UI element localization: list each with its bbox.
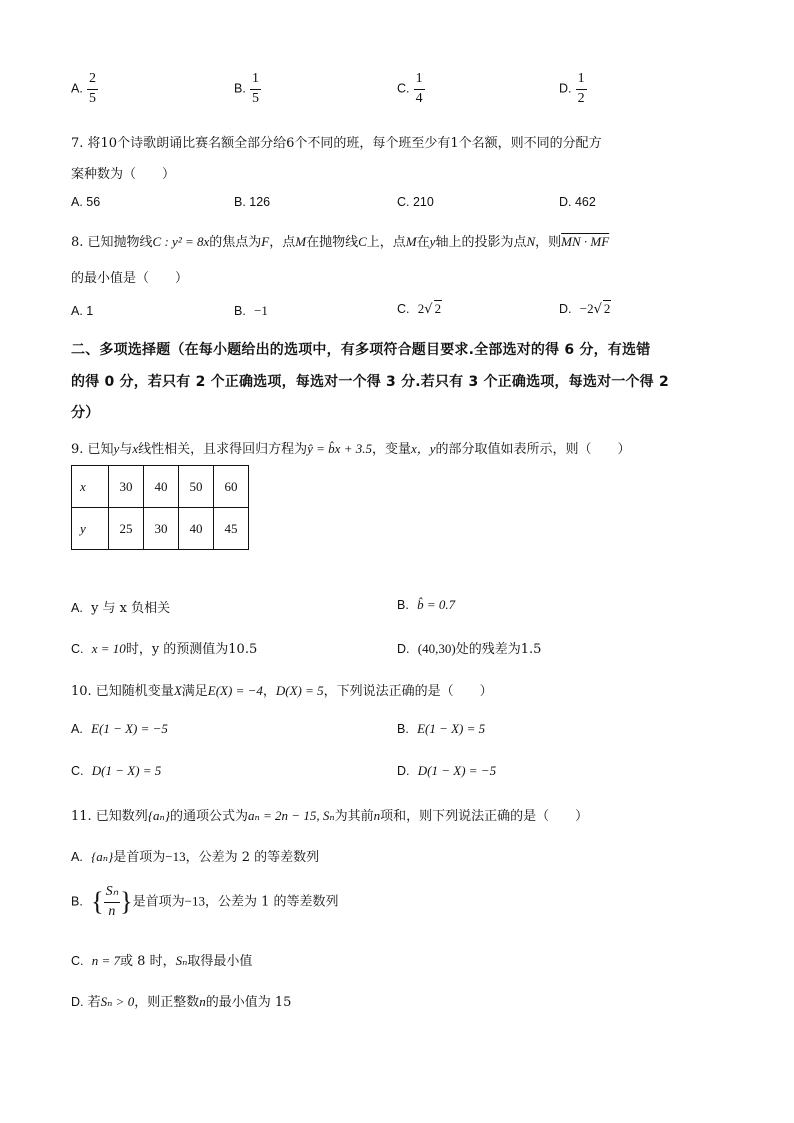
q9-option-c: C. x = 10时，y 的预测值为10.5 <box>71 641 258 657</box>
q11-option-d: D. 若Sₙ > 0，则正整数n的最小值为 15 <box>71 994 292 1010</box>
q6-option-c-label: C. <box>397 81 410 96</box>
q7-option-b: B. 126 <box>234 195 271 209</box>
q6-option-b-label: B. <box>234 81 246 96</box>
q10-option-b: B. E(1 − X) = 5 <box>397 721 486 736</box>
q6-option-d-label: D. <box>559 81 572 96</box>
q6-option-a-label: A. <box>71 81 83 96</box>
q7-option-c: C. 210 <box>397 195 434 209</box>
table-cell: 60 <box>214 466 249 508</box>
q8-option-c: C. 2√ 2 <box>397 301 442 317</box>
table-cell: 25 <box>109 508 144 550</box>
q11-stem: 11. 已知数列{aₙ}的通项公式为aₙ = 2n − 15, Sₙ为其前n项和，则下列说法正确的是（ ） <box>71 808 589 824</box>
table-row-x <box>72 466 249 508</box>
q9-option-a: A. y 与 x 负相关 <box>71 601 171 616</box>
table-cell: 30 <box>109 466 144 508</box>
q10-option-c: C. D(1 − X) = 5 <box>71 763 162 778</box>
q8-parabola-equation: C : y² = 8x <box>152 234 210 249</box>
table-row-y <box>72 508 249 550</box>
q8-stem-line1: 8. 已知抛物线C : y² = 8x的焦点为F，点M在抛物线C上，点M在y轴上的投影为点N，则MN · MF <box>71 234 610 250</box>
q8-stem-line2: 的最小值是（ ） <box>71 271 189 286</box>
table-cell: 30 <box>144 508 179 550</box>
q11-option-a: A. {aₙ}是首项为−13，公差为 2 的等差数列 <box>71 849 320 865</box>
table-header-x: x <box>72 466 109 508</box>
q11-option-c: C. n = 7或 8 时，Sₙ取得最小值 <box>71 953 253 969</box>
q6-option-a-fraction: $\frac{2}{5}$ <box>88 71 96 106</box>
table-cell: 50 <box>179 466 214 508</box>
q9-regression-equation: ŷ = b̂x + 3.5 <box>307 441 372 456</box>
q6-option-b-fraction: $\frac{1}{5}$ <box>251 71 259 106</box>
table-cell: 40 <box>144 466 179 508</box>
q8-option-a: A. 1 <box>71 304 94 318</box>
q6-option-d-fraction: $\frac{1}{2}$ <box>577 71 585 106</box>
table-cell: 40 <box>179 508 214 550</box>
q8-option-d: D. −2√ 2 <box>559 301 611 317</box>
q6-option-c-fraction: $\frac{1}{4}$ <box>415 71 423 106</box>
q9-option-b: B. b̂ = 0.7 <box>397 597 456 612</box>
q8-option-b: B. −1 <box>234 303 268 318</box>
q11-option-b-fraction: { $\frac{\text{Sₙ}}{n}$ } <box>91 884 133 919</box>
q7-option-a: A. 56 <box>71 195 101 209</box>
q11-option-b: B. { $\frac{\text{Sₙ}}{n}$ } 是首项为−13，公差为 1 的等差数列 <box>71 884 339 919</box>
table-header-y: y <box>72 508 109 550</box>
q10-stem: 10. 已知随机变量X满足E(X) = −4，D(X) = 5，下列说法正确的是（ ） <box>71 683 493 699</box>
q10-option-d: D. D(1 − X) = −5 <box>397 763 497 778</box>
table-cell: 45 <box>214 508 249 550</box>
q6-option-b <box>234 72 261 106</box>
q6-option-d <box>559 72 587 106</box>
q7-stem-line2: 案种数为（ ） <box>71 167 176 182</box>
q6-option-a <box>71 72 98 106</box>
q9-stem: 9. 已知y与x线性相关，且求得回归方程为ŷ = b̂x + 3.5，变量x，y的部分取值如表所示，则（ ） <box>71 441 631 457</box>
q9-data-table <box>71 465 249 550</box>
q8-vector-product: MN · MF <box>561 234 610 249</box>
section2-heading-line2: 的得 0 分，若只有 2 个正确选项，每选对一个得 3 分.若只有 3 个正确选项，每选对一个得 2 <box>71 374 669 390</box>
q10-option-a: A. E(1 − X) = −5 <box>71 721 168 736</box>
q7-option-d: D. 462 <box>559 195 596 209</box>
section2-heading-line3: 分） <box>71 405 100 421</box>
section2-heading-line1: 二、多项选择题（在每小题给出的选项中，有多项符合题目要求.全部选对的得 6 分，有选错 <box>71 342 651 358</box>
q7-stem-line1: 7. 将10个诗歌朗诵比赛名额全部分给6个不同的班，每个班至少有1个名额，则不同的分配方 <box>71 136 602 151</box>
q9-option-d: D. (40,30)处的残差为1.5 <box>397 641 542 657</box>
q6-option-c <box>397 72 425 106</box>
